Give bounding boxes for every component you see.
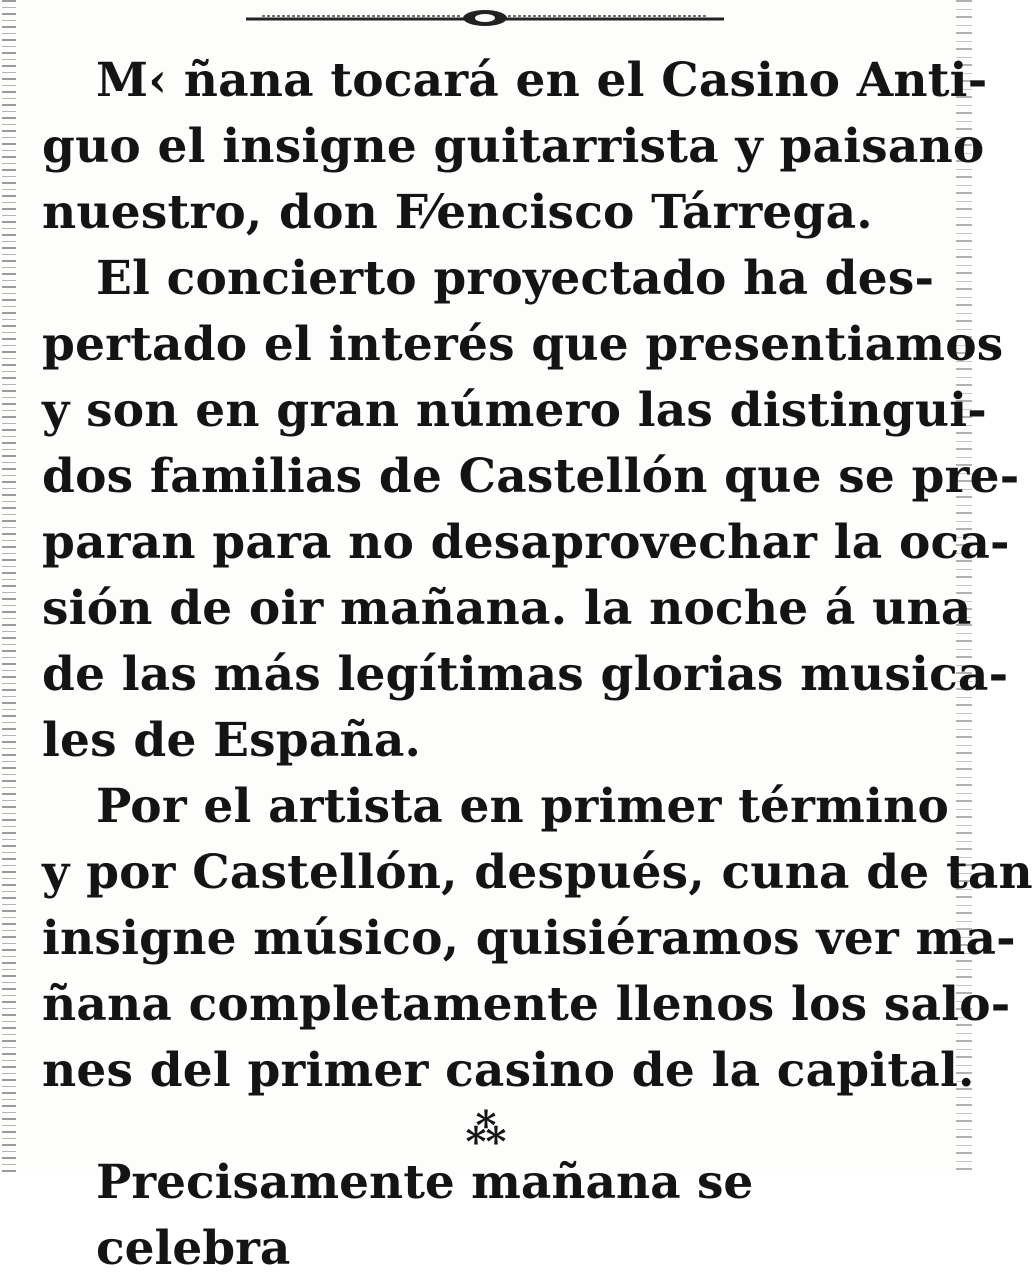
paragraph-1-line-2: guo el insigne guitarrista y paisano	[42, 119, 985, 174]
next-paragraph-partial-text: Precisamente mañana se celebra	[96, 1155, 754, 1276]
paragraph-2-line-2: pertado el interés que presentiamos	[42, 317, 1004, 372]
next-paragraph-cut-off	[96, 1150, 928, 1276]
paragraph-2-line-8: les de España.	[42, 713, 422, 768]
header-ornament	[242, 8, 728, 28]
left-column-rule	[2, 0, 16, 1175]
paragraph-2-line-4: dos familias de Castellón que se pre-	[42, 449, 1020, 504]
section-separator: ⁂	[465, 1106, 507, 1153]
paragraph-2-line-3: y son en gran número las distingui-	[42, 383, 987, 438]
paragraph-3-line-2: y por Castellón, después, cuna de tan	[42, 845, 1033, 900]
paragraph-2-line-6: sión de oir mañana. la noche á una	[42, 581, 972, 636]
paragraph-2-line-1: El concierto proyectado ha des-	[96, 251, 935, 306]
paragraph-3-line-3: insigne músico, quisiéramos ver ma-	[42, 911, 1016, 966]
paragraph-3-line-5: nes del primer casino de la capital.	[42, 1043, 975, 1098]
paragraph-1-line-3: nuestro, don F⁄encisco Tárrega.	[42, 185, 873, 240]
paragraph-1-line-1: M‹ ñana tocará en el Casino Anti-	[96, 53, 988, 108]
paragraph-2-line-5: paran para no desaprovechar la oca-	[42, 515, 1010, 570]
paragraph-2-line-7: de las más legítimas glorias musica-	[42, 647, 1009, 702]
paragraph-3-line-4: ñana completamente llenos los salo-	[42, 977, 1011, 1032]
paragraph-3-line-1: Por el artista en primer término	[96, 779, 949, 834]
